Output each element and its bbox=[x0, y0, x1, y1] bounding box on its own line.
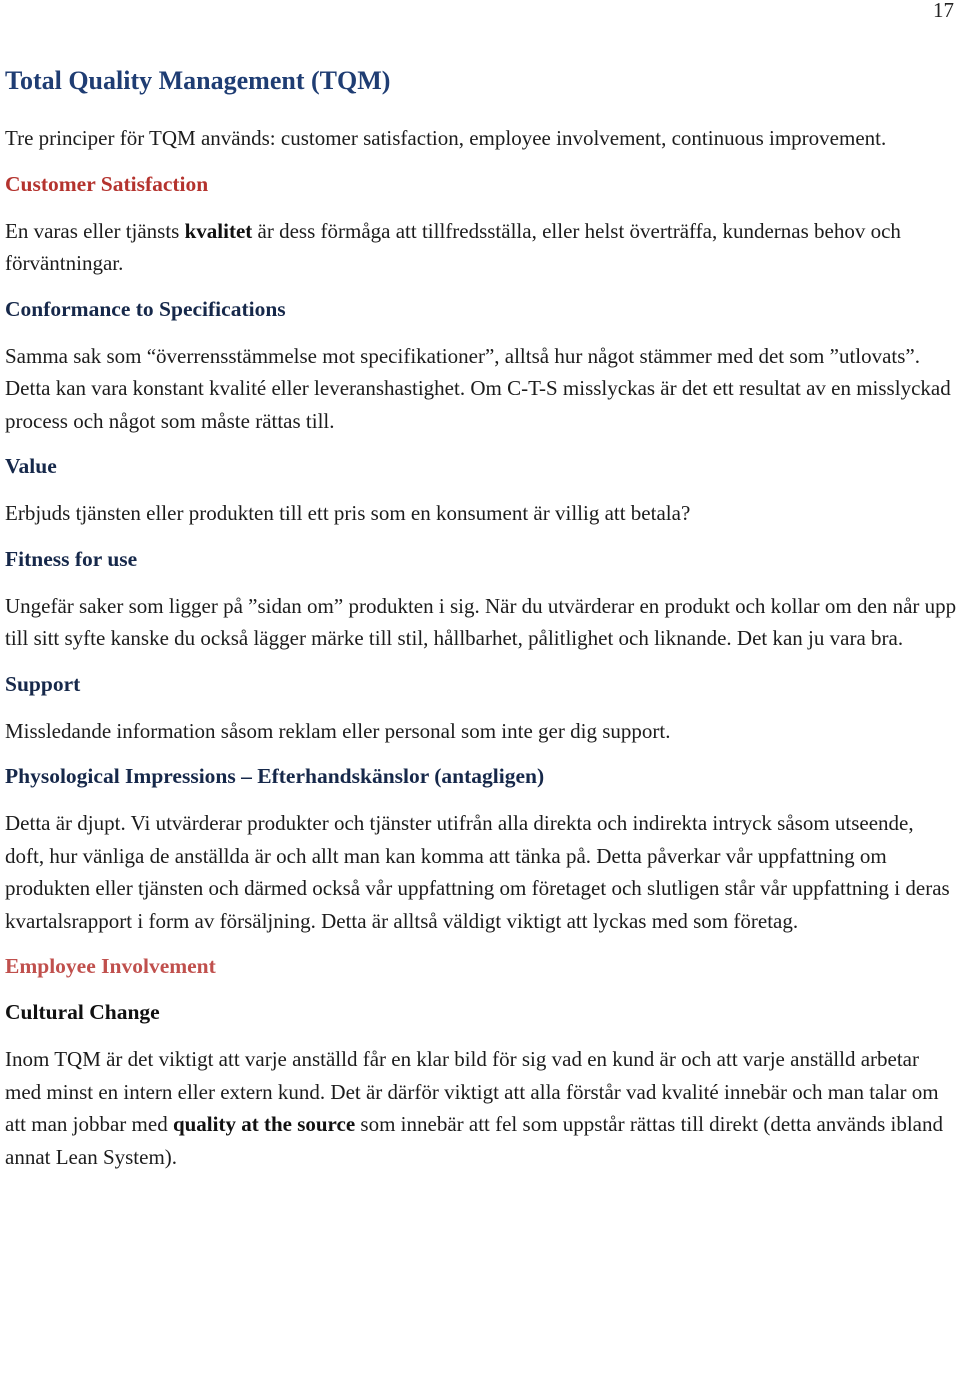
document-body bbox=[5, 62, 957, 1187]
heading-fitness-for-use: Fitness for use bbox=[5, 546, 138, 571]
text-fragment: En varas eller tjänsts bbox=[5, 218, 185, 243]
heading-physological-impressions: Physological Impressions – Efterhandskänslor (antagligen) bbox=[5, 764, 545, 788]
page-number: 17 bbox=[933, 0, 954, 22]
physological-paragraph: Detta är djupt. Vi utvärderar produkter och tjänster utifrån alla direkta och indirekta intryck såsom utseende, doft, hur vänliga de anställda är och allt man kan komma att tänka på. Detta påverkar vår uppfattning om produkten eller tjänsten och därmed också vår uppfattning om företaget och slutligen står vår uppfattning i deras kvartalsrapport i form av försäljning. Detta är alltså väldigt viktigt att lyckas med som företag. bbox=[5, 811, 950, 933]
intro-paragraph: Tre principer för TQM används: customer satisfaction, employee involvement, continuous improvement. bbox=[5, 126, 887, 150]
bold-term-kvalitet: kvalitet bbox=[184, 218, 253, 243]
text-fragment: Inom TQM är det viktigt att varje anställd får en klar bild för sig vad en kund är och att varje anställd arbetar med minst en intern eller extern kund. Det är därför viktigt att alla förstår vad kvalité innebär och man talar om att man jobbar med bbox=[5, 1047, 939, 1136]
support-paragraph: Missledande information såsom reklam eller personal som inte ger dig support. bbox=[5, 718, 671, 743]
heading-employee-involvement: Employee Involvement bbox=[5, 954, 216, 978]
page-title: Total Quality Management (TQM) bbox=[5, 66, 391, 95]
conformance-paragraph: Samma sak som “överrensstämmelse mot specifikationer”, alltså hur något stämmer med det som ”utlovats”. Detta kan vara konstant kvalité eller leveranshastighet. Om C-T-S misslyckas är det ett resultat av en misslyckad process och något som måste rättas till. bbox=[5, 343, 951, 433]
heading-value: Value bbox=[5, 454, 57, 478]
text-fragment: som innebär att fel som uppstår rättas till direkt (detta används ibland annat Lean System). bbox=[5, 1112, 944, 1169]
heading-customer-satisfaction: Customer Satisfaction bbox=[5, 171, 209, 196]
value-paragraph: Erbjuds tjänsten eller produkten till ett pris som en konsument är villig att betala? bbox=[5, 501, 691, 525]
customer-satisfaction-paragraph bbox=[5, 215, 957, 280]
heading-conformance: Conformance to Specifications bbox=[5, 296, 286, 321]
heading-support: Support bbox=[5, 671, 81, 696]
fitness-paragraph: Ungefär saker som ligger på ”sidan om” produkten i sig. När du utvärderar en produkt och kollar om den når upp till sitt syfte kanske du också lägger märke till stil, hållbarhet, pålitlighet och liknande. Det kan ju vara bra. bbox=[5, 593, 957, 650]
cultural-change-paragraph bbox=[5, 1043, 957, 1173]
heading-cultural-change: Cultural Change bbox=[5, 1000, 160, 1024]
bold-term-quality-at-the-source: quality at the source bbox=[172, 1112, 356, 1136]
text-fragment: är dess förmåga att tillfredsställa, eller helst överträffa, kundernas behov och förväntningar. bbox=[5, 218, 901, 275]
